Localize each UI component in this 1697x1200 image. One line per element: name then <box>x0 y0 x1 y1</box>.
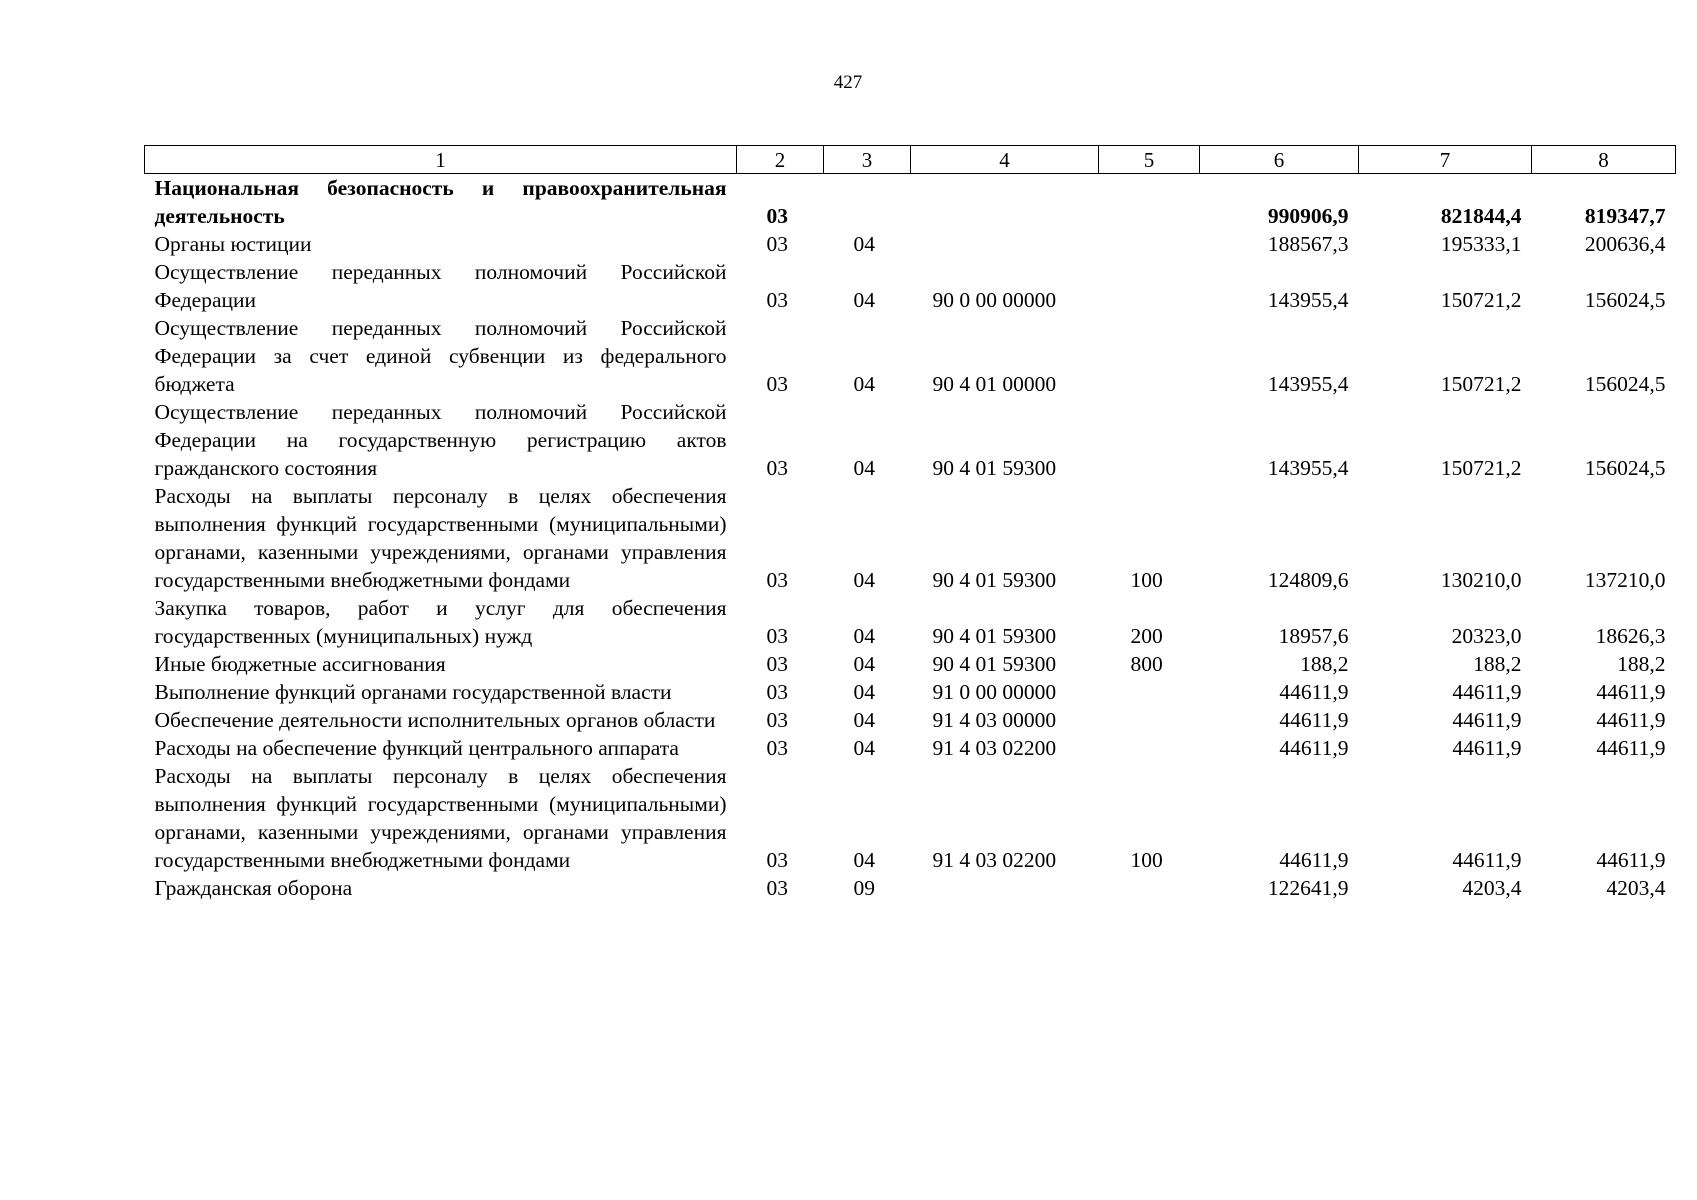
row-expense-type <box>1099 174 1200 231</box>
row-target-article: 91 4 03 00000 <box>932 708 1057 732</box>
row-section: 03 <box>766 736 788 760</box>
row-amount-3: 44611,9 <box>1596 736 1666 760</box>
row-amount-2: 20323,0 <box>1451 624 1522 648</box>
row-amount-1: 44611,9 <box>1279 708 1349 732</box>
row-target-article: 91 4 03 02200 <box>932 848 1057 872</box>
row-section: 03 <box>766 876 788 900</box>
row-subsection: 04 <box>853 708 875 732</box>
table-row <box>145 174 1676 231</box>
row-name: Гражданская оборона <box>154 876 353 900</box>
row-amount-2: 130210,0 <box>1440 568 1522 592</box>
row-amount-1: 143955,4 <box>1267 288 1349 312</box>
row-amount-3: 156024,5 <box>1584 288 1666 312</box>
row-target-article: 90 4 01 59300 <box>932 624 1057 648</box>
header-col-8: 8 <box>1532 146 1676 174</box>
row-expense-type: 100 <box>1130 848 1163 872</box>
row-expense-type <box>1099 874 1200 902</box>
row-amount-3: 156024,5 <box>1584 456 1666 480</box>
table-body <box>145 174 1676 903</box>
row-name: Органы юстиции <box>154 232 312 256</box>
row-expense-type: 800 <box>1130 652 1163 676</box>
row-name: Расходы на выплаты персоналу в целях обеспечения выполнения функций государственными (муниципальными) органами, казенными учреждениями, органами управления государственными внебюджетными фондами <box>154 484 727 592</box>
row-amount-3: 819347,7 <box>1584 204 1666 228</box>
table-row <box>145 650 1676 678</box>
row-amount-3: 44611,9 <box>1596 680 1666 704</box>
row-target-article <box>911 174 1099 231</box>
row-section: 03 <box>766 456 788 480</box>
header-col-3: 3 <box>824 146 911 174</box>
header-col-4: 4 <box>911 146 1099 174</box>
row-target-article: 90 4 01 59300 <box>932 652 1057 676</box>
row-amount-2: 821844,4 <box>1440 204 1522 228</box>
header-col-6: 6 <box>1200 146 1359 174</box>
row-name: Национальная безопасность и правоохранительная деятельность <box>154 176 727 228</box>
row-subsection: 04 <box>853 848 875 872</box>
page-number: 427 <box>833 72 863 93</box>
row-name: Расходы на обеспечение функций центрального аппарата <box>154 736 679 760</box>
row-expense-type <box>1099 734 1200 762</box>
row-amount-1: 122641,9 <box>1267 876 1349 900</box>
row-amount-1: 990906,9 <box>1267 204 1349 228</box>
row-expense-type <box>1099 398 1200 482</box>
row-expense-type <box>1099 678 1200 706</box>
row-section: 03 <box>766 624 788 648</box>
row-expense-type <box>1099 258 1200 314</box>
row-target-article: 90 0 00 00000 <box>932 288 1057 312</box>
table-row <box>145 594 1676 650</box>
row-subsection: 09 <box>853 876 875 900</box>
header-col-7: 7 <box>1359 146 1532 174</box>
row-name: Осуществление переданных полномочий Российской Федерации на государственную регистрацию актов гражданского состояния <box>154 400 727 480</box>
row-amount-3: 18626,3 <box>1595 624 1666 648</box>
row-section: 03 <box>766 680 788 704</box>
row-expense-type <box>1099 314 1200 398</box>
row-name: Выполнение функций органами государственной власти <box>154 680 672 704</box>
row-subsection: 04 <box>853 568 875 592</box>
row-name: Осуществление переданных полномочий Российской Федерации за счет единой субвенции из федерального бюджета <box>154 316 727 396</box>
row-section: 03 <box>766 232 788 256</box>
row-name: Осуществление переданных полномочий Российской Федерации <box>154 260 727 312</box>
row-amount-1: 124809,6 <box>1267 568 1349 592</box>
row-amount-1: 188567,3 <box>1267 232 1349 256</box>
row-target-article: 90 4 01 59300 <box>932 456 1057 480</box>
row-name: Закупка товаров, работ и услуг для обеспечения государственных (муниципальных) нужд <box>154 596 727 648</box>
row-expense-type <box>1099 230 1200 258</box>
row-amount-2: 44611,9 <box>1452 708 1522 732</box>
row-amount-2: 44611,9 <box>1452 736 1522 760</box>
row-amount-2: 150721,2 <box>1440 456 1522 480</box>
row-subsection: 04 <box>853 680 875 704</box>
table-row <box>145 678 1676 706</box>
row-section: 03 <box>766 652 788 676</box>
row-name: Расходы на выплаты персоналу в целях обеспечения выполнения функций государственными (муниципальными) органами, казенными учреждениями, органами управления государственными внебюджетными фондами <box>154 764 727 872</box>
header-col-5: 5 <box>1099 146 1200 174</box>
row-subsection: 04 <box>853 232 875 256</box>
row-target-article: 90 4 01 59300 <box>932 568 1057 592</box>
row-amount-1: 143955,4 <box>1267 372 1349 396</box>
row-subsection: 04 <box>853 736 875 760</box>
row-amount-1: 18957,6 <box>1278 624 1349 648</box>
table-row <box>145 230 1676 258</box>
row-section: 03 <box>766 288 788 312</box>
row-section: 03 <box>766 204 788 228</box>
row-amount-3: 188,2 <box>1617 652 1666 676</box>
row-amount-2: 150721,2 <box>1440 288 1522 312</box>
row-amount-2: 195333,1 <box>1440 232 1522 256</box>
row-amount-3: 137210,0 <box>1584 568 1666 592</box>
row-subsection: 04 <box>853 288 875 312</box>
budget-table <box>144 145 1676 902</box>
table-row <box>145 482 1676 594</box>
row-amount-3: 4203,4 <box>1606 876 1666 900</box>
table-row <box>145 314 1676 398</box>
row-expense-type: 100 <box>1130 568 1163 592</box>
row-section: 03 <box>766 708 788 732</box>
row-section: 03 <box>766 372 788 396</box>
row-section: 03 <box>766 848 788 872</box>
row-amount-3: 44611,9 <box>1596 848 1666 872</box>
row-amount-2: 150721,2 <box>1440 372 1522 396</box>
row-section: 03 <box>766 568 788 592</box>
row-subsection: 04 <box>853 652 875 676</box>
row-target-article: 91 4 03 02200 <box>932 736 1057 760</box>
row-amount-2: 44611,9 <box>1452 680 1522 704</box>
row-amount-2: 188,2 <box>1473 652 1522 676</box>
table-row <box>145 874 1676 902</box>
row-amount-1: 44611,9 <box>1279 736 1349 760</box>
row-amount-1: 44611,9 <box>1279 680 1349 704</box>
table-row <box>145 706 1676 734</box>
table-row <box>145 734 1676 762</box>
header-col-2: 2 <box>737 146 824 174</box>
row-amount-1: 188,2 <box>1300 652 1349 676</box>
header-row <box>145 146 1676 174</box>
row-target-article <box>911 230 1099 258</box>
row-expense-type <box>1099 706 1200 734</box>
header-col-1: 1 <box>145 146 737 174</box>
row-amount-3: 200636,4 <box>1584 232 1666 256</box>
row-amount-3: 156024,5 <box>1584 372 1666 396</box>
table-row <box>145 762 1676 874</box>
table-header <box>145 146 1676 174</box>
row-subsection <box>824 174 911 231</box>
row-subsection: 04 <box>853 624 875 648</box>
row-amount-3: 44611,9 <box>1596 708 1666 732</box>
row-target-article: 90 4 01 00000 <box>932 372 1057 396</box>
row-name: Иные бюджетные ассигнования <box>154 652 446 676</box>
row-target-article <box>911 874 1099 902</box>
table-row <box>145 258 1676 314</box>
row-name: Обеспечение деятельности исполнительных органов области <box>154 708 716 732</box>
row-subsection: 04 <box>853 372 875 396</box>
row-amount-1: 143955,4 <box>1267 456 1349 480</box>
row-target-article: 91 0 00 00000 <box>932 680 1057 704</box>
row-amount-1: 44611,9 <box>1279 848 1349 872</box>
row-amount-2: 44611,9 <box>1452 848 1522 872</box>
row-amount-2: 4203,4 <box>1462 876 1522 900</box>
row-expense-type: 200 <box>1130 624 1163 648</box>
row-subsection: 04 <box>853 456 875 480</box>
table-row <box>145 398 1676 482</box>
